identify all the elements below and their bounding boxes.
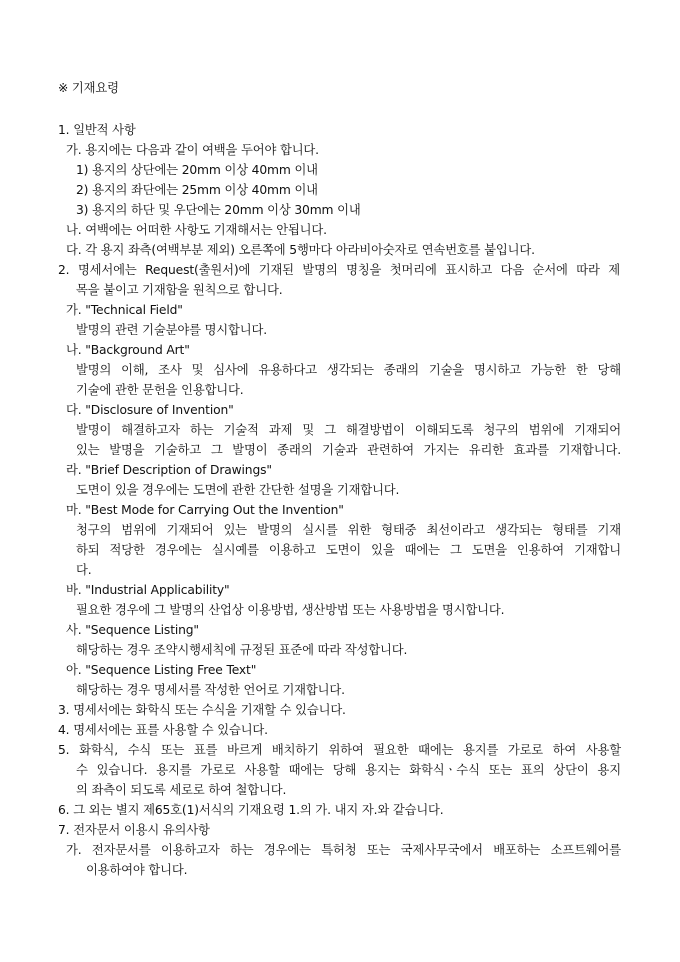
section-2-item-na-text: 발명의 이해, 조사 및 심사에 유용하다고 생각되는 종래의 기술을 명시하고 가능한 한 당해	[76, 363, 621, 377]
section-4: 4. 명세서에는 표를 사용할 수 있습니다.	[58, 723, 268, 737]
section-1-item-da: 다. 각 용지 좌측(여백부분 제외) 오른쪽에 5행마다 아라비아숫자로 연속번호를 붙입니다.	[66, 243, 535, 257]
section-2-item-na: 나. "Background Art"	[66, 343, 190, 357]
section-2-item-a: 아. "Sequence Listing Free Text"	[66, 663, 257, 677]
section-1-subitem-3: 3) 용지의 하단 및 우단에는 20mm 이상 30mm 이내	[76, 203, 361, 217]
section-1-subitem-1: 1) 용지의 상단에는 20mm 이상 40mm 이내	[76, 163, 318, 177]
section-2-heading: 2. 명세서에는 Request(출원서)에 기재된 발명의 명칭을 첫머리에 표시하고 다음 순서에 따라 제	[58, 263, 620, 277]
section-2-item-ma-text: 청구의 범위에 기재되어 있는 발명의 실시를 위한 형태중 최선이라고 생각되는 형태를 기재	[76, 523, 621, 537]
section-1-item-na: 나. 여백에는 어떠한 사항도 기재해서는 안됩니다.	[66, 223, 327, 237]
section-2-item-sa: 사. "Sequence Listing"	[66, 623, 199, 637]
document-title: ※ 기재요령	[58, 81, 119, 95]
section-7-heading: 7. 전자문서 이용시 유의사항	[58, 823, 210, 837]
section-2-item-ma-text-end: 다.	[76, 563, 92, 577]
section-7-item-ga-cont: 이용하여야 합니다.	[86, 863, 188, 877]
section-2-item-da-text: 발명이 해결하고자 하는 기술적 과제 및 그 해결방법이 이해되도록 청구의 범위에 기재되어	[76, 423, 621, 437]
section-2-item-ga: 가. "Technical Field"	[66, 303, 183, 317]
section-1-heading: 1. 일반적 사항	[58, 123, 136, 137]
section-2-item-na-text-cont: 기술에 관한 문헌을 인용합니다.	[76, 383, 244, 397]
section-2-item-ba: 바. "Industrial Applicability"	[66, 583, 230, 597]
section-7-item-ga: 가. 전자문서를 이용하고자 하는 경우에는 특허청 또는 국제사무국에서 배포하는 소프트웨어를	[66, 843, 621, 857]
section-2-item-da-text-cont: 있는 발명을 기술하고 그 발명이 종래의 기술과 관련하여 가지는 유리한 효과를 기재합니다.	[76, 443, 621, 457]
section-2-item-ra-text: 도면이 있을 경우에는 도면에 관한 간단한 설명을 기재합니다.	[76, 483, 400, 497]
section-2-item-ma-text-cont: 하되 적당한 경우에는 실시예를 이용하고 도면이 있을 때에는 그 도면을 인용하여 기재합니	[76, 543, 621, 557]
section-2-item-sa-text: 해당하는 경우 조약시행세칙에 규정된 표준에 따라 작성합니다.	[76, 643, 408, 657]
section-2-item-ba-text: 필요한 경우에 그 발명의 산업상 이용방법, 생산방법 또는 사용방법을 명시합니다.	[76, 603, 505, 617]
section-2-item-da: 다. "Disclosure of Invention"	[66, 403, 234, 417]
section-5-cont: 수 있습니다. 용지를 가로로 사용할 때에는 당해 용지는 화학식ㆍ수식 또는 표의 상단이 용지	[76, 763, 621, 777]
section-5: 5. 화학식, 수식 또는 표를 바르게 배치하기 위하여 필요한 때에는 용지를 가로로 하여 사용할	[58, 743, 621, 757]
section-2-heading-cont: 목을 붙이고 기재함을 원칙으로 합니다.	[76, 283, 283, 297]
section-3: 3. 명세서에는 화학식 또는 수식을 기재할 수 있습니다.	[58, 703, 346, 717]
section-2-item-ma: 마. "Best Mode for Carrying Out the Invention"	[66, 503, 344, 517]
section-5-end: 의 좌측이 되도록 세로로 하여 철합니다.	[76, 783, 287, 797]
section-2-item-ga-text: 발명의 관련 기술분야를 명시합니다.	[76, 323, 267, 337]
section-1-subitem-2: 2) 용지의 좌단에는 25mm 이상 40mm 이내	[76, 183, 318, 197]
section-2-item-a-text: 해당하는 경우 명세서를 작성한 언어로 기재합니다.	[76, 683, 345, 697]
section-6: 6. 그 외는 별지 제65호(1)서식의 기재요령 1.의 가. 내지 자.와 같습니다.	[58, 803, 444, 817]
section-1-item-ga: 가. 용지에는 다음과 같이 여백을 두어야 합니다.	[66, 143, 319, 157]
section-2-item-ra: 라. "Brief Description of Drawings"	[66, 463, 272, 477]
